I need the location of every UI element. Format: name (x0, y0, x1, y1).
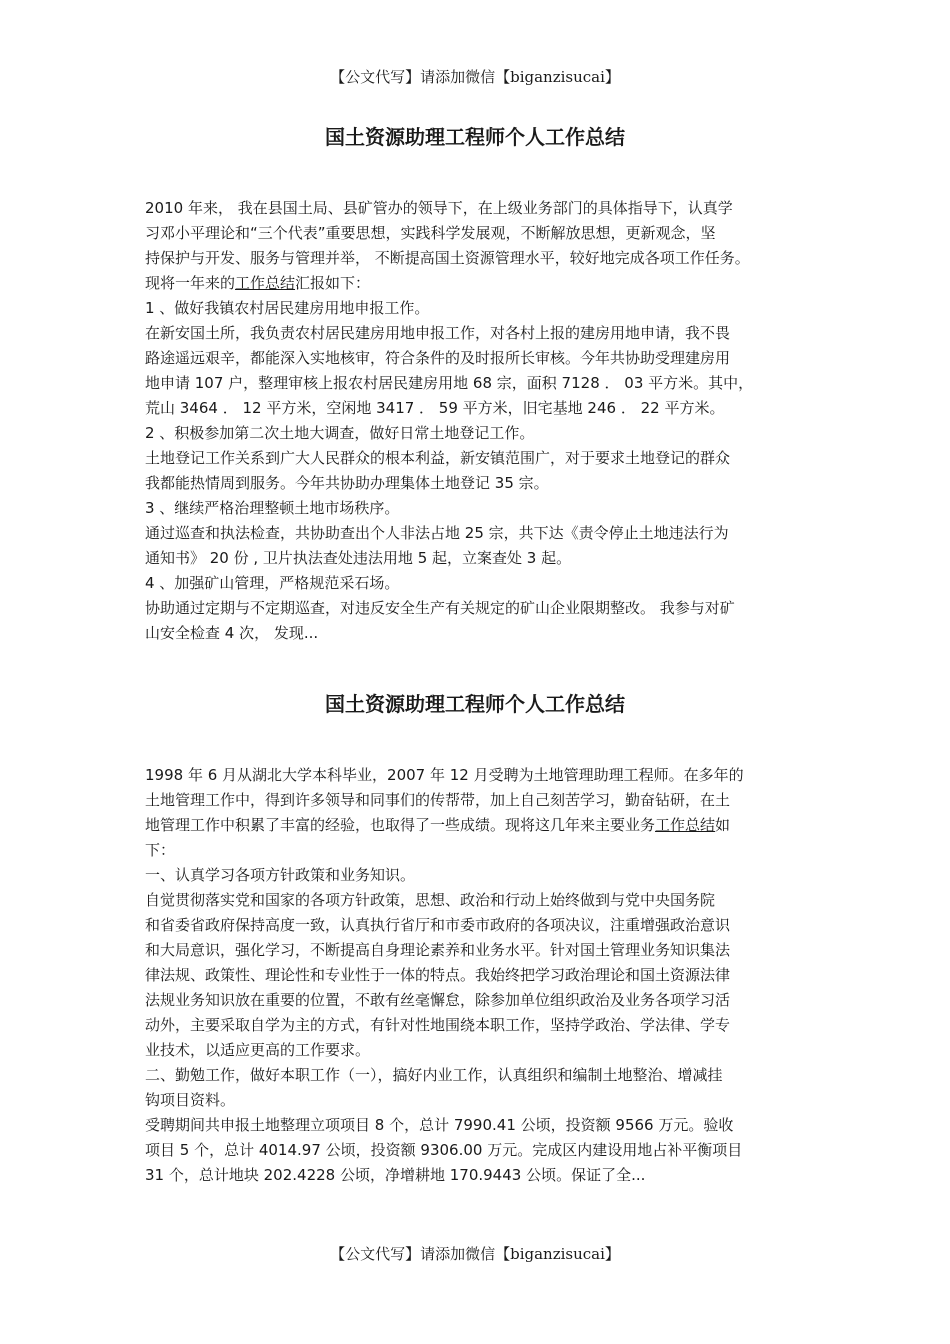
body-text: 31 个，总计地块 202.4228 公顷，净增耕地 170.9443 公顷。保证了全... (145, 1166, 646, 1184)
body-text-line (145, 421, 825, 446)
body-text: 业技术，以适应更高的工作要求。 (145, 1041, 371, 1059)
document-title: 国土资源助理工程师个人工作总结 (325, 125, 625, 149)
body-text: 1998 年 6 月从湖北大学本科毕业，2007 年 12 月受聘为土地管理助理工程师。在多年的 (145, 766, 744, 784)
body-text-line (145, 221, 825, 246)
body-text-line (145, 196, 825, 221)
body-text-line (145, 1063, 825, 1088)
body-text: 现将一年来的 (145, 274, 236, 292)
body-text: 地管理工作中积累了丰富的经验，也取得了一些成绩。现将这几年来主要业务 (145, 816, 656, 834)
body-text: 下： (145, 841, 176, 859)
body-text: 受聘期间共申报土地整理立项项目 8 个，总计 7990.41 公顷，投资额 9566 万元。验收 (145, 1116, 734, 1134)
body-text: 在新安国土所，我负责农村居民建房用地申报工作，对各村上报的建房用地申请，我不畏 (145, 324, 731, 342)
body-text-line (145, 471, 825, 496)
body-text-line (145, 788, 825, 813)
body-text-line (145, 346, 825, 371)
page-header: 【公文代写】请添加微信【biganzisucai】 (330, 68, 620, 86)
body-text: 4 、加强矿山管理，严格规范采石场。 (145, 574, 400, 592)
section1-body (145, 196, 825, 646)
body-text: 和大局意识，强化学习，不断提高自身理论素养和业务水平。针对国土管理业务知识集法 (145, 941, 731, 959)
body-text-line (145, 1088, 825, 1113)
section2-body (145, 763, 825, 1188)
body-text: 项目 5 个，总计 4014.97 公顷，投资额 9306.00 万元。完成区内建设用地占补平衡项目 (145, 1141, 743, 1159)
body-text-line (145, 446, 825, 471)
body-text: 自觉贯彻落实党和国家的各项方针政策，思想、政治和行动上始终做到与党中央国务院 (145, 891, 716, 909)
body-text: 如 (715, 816, 731, 834)
body-text: 持保护与开发、服务与管理并举， 不断提高国土资源管理水平，较好地完成各项工作任务。 (145, 249, 750, 267)
body-text-line (145, 396, 825, 421)
body-text: 地申请 107 户，整理审核上报农村居民建房用地 68 宗，面积 7128 ． 03 平方米。其中， (145, 374, 754, 392)
body-text: 钩项目资料。 (145, 1091, 236, 1109)
body-text-line (145, 863, 825, 888)
body-text: 动外，主要采取自学为主的方式，有针对性地围绕本职工作，坚持学政治、学法律、学专 (145, 1016, 731, 1034)
body-text-line (145, 521, 825, 546)
body-text: 二、勤勉工作，做好本职工作（一），搞好内业工作，认真组织和编制土地整治、增减挂 (145, 1066, 723, 1084)
body-text-line (145, 1013, 825, 1038)
body-text-line (145, 246, 825, 271)
body-text: 1 、做好我镇农村居民建房用地申报工作。 (145, 299, 430, 317)
body-text-line (145, 1138, 825, 1163)
body-text-line (145, 296, 825, 321)
body-text-line (145, 938, 825, 963)
body-text: 我都能热情周到服务。今年共协助办理集体土地登记 35 宗。 (145, 474, 549, 492)
body-text-line (145, 271, 825, 296)
body-text: 一、认真学习各项方针政策和业务知识。 (145, 866, 416, 884)
body-text: 和省委省政府保持高度一致，认真执行省厅和市委市政府的各项决议，注重增强政治意识 (145, 916, 731, 934)
body-text: 2010 年来， 我在县国土局、县矿管办的领导下，在上级业务部门的具体指导下，认真学 (145, 199, 733, 217)
body-text-line (145, 988, 825, 1013)
body-text: 山安全检查 4 次， 发现... (145, 624, 319, 642)
body-text-line (145, 321, 825, 346)
body-text-line (145, 1038, 825, 1063)
body-text-line (145, 496, 825, 521)
body-text: 律法规、政策性、理论性和专业性于一体的特点。我始终把学习政治理论和国土资源法律 (145, 966, 731, 984)
body-text: 通知书》 20 份 , 卫片执法查处违法用地 5 起，立案查处 3 起。 (145, 549, 572, 567)
underlined-term: 工作总结 (655, 816, 716, 834)
body-text: 通过巡查和执法检查，共协助查出个人非法占地 25 宗，共下达《责令停止土地违法行为 (145, 524, 729, 542)
body-text: 2 、积极参加第二次土地大调查，做好日常土地登记工作。 (145, 424, 535, 442)
page-footer: 【公文代写】请添加微信【biganzisucai】 (330, 1245, 620, 1263)
underlined-term: 工作总结 (235, 274, 296, 292)
body-text: 习邓小平理论和“三个代表”重要思想，实践科学发展观，不断解放思想，更新观念，坚 (145, 224, 716, 242)
body-text: 荒山 3464 ． 12 平方米，空闲地 3417 ． 59 平方米，旧宅基地 246 ． 22 平方米。 (145, 399, 725, 417)
body-text-line (145, 838, 825, 863)
body-text: 协助通过定期与不定期巡查，对违反安全生产有关规定的矿山企业限期整改。 我参与对矿 (145, 599, 735, 617)
body-text: 3 、继续严格治理整顿土地市场秩序。 (145, 499, 400, 517)
body-text-line (145, 913, 825, 938)
body-text: 汇报如下： (295, 274, 371, 292)
body-text-line (145, 571, 825, 596)
body-text: 土地管理工作中，得到许多领导和同事们的传帮带，加上自己刻苦学习，勤奋钻研，在土 (145, 791, 731, 809)
body-text-line (145, 1113, 825, 1138)
body-text-line (145, 371, 825, 396)
body-text-line (145, 888, 825, 913)
body-text-line (145, 1163, 825, 1188)
body-text-line (145, 546, 825, 571)
body-text-line (145, 596, 825, 621)
body-text-line (145, 621, 825, 646)
body-text: 路途遥远艰辛，都能深入实地核审，符合条件的及时报所长审核。今年共协助受理建房用 (145, 349, 731, 367)
body-text-line (145, 763, 825, 788)
body-text: 土地登记工作关系到广大人民群众的根本利益，新安镇范围广，对于要求土地登记的群众 (145, 449, 731, 467)
body-text-line (145, 963, 825, 988)
body-text-line (145, 813, 825, 838)
body-text: 法规业务知识放在重要的位置，不敢有丝毫懈怠，除参加单位组织政治及业务各项学习活 (145, 991, 731, 1009)
document-title: 国土资源助理工程师个人工作总结 (325, 692, 625, 716)
